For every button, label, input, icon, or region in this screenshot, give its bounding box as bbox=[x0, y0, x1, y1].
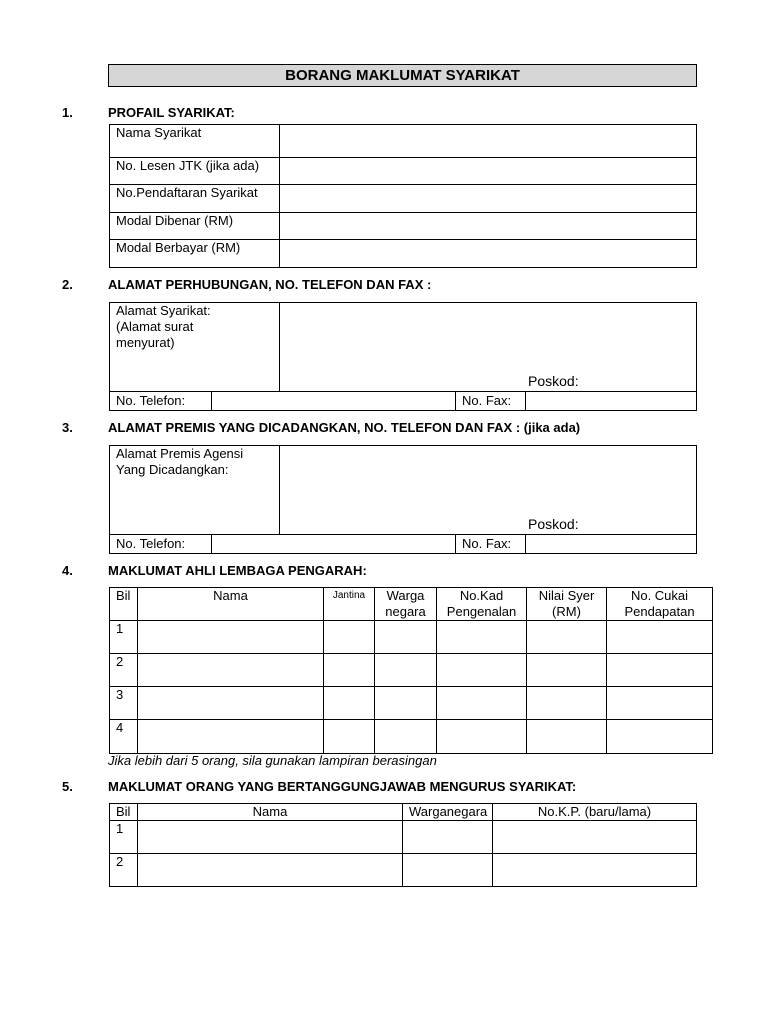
header-no-kp: No.K.P. (baru/lama) bbox=[493, 804, 697, 821]
kad-pengenalan-field[interactable] bbox=[437, 621, 527, 654]
cukai-field[interactable] bbox=[607, 621, 713, 654]
premise-address-field[interactable] bbox=[280, 446, 697, 535]
header-cukai-pendapatan bbox=[607, 588, 713, 621]
header-cukai-line1: No. Cukai bbox=[630, 588, 689, 603]
no-kp-field[interactable] bbox=[493, 821, 697, 854]
table-row bbox=[110, 687, 713, 720]
header-kad-line1: No.Kad bbox=[459, 588, 504, 603]
nilai-syer-field[interactable] bbox=[527, 621, 607, 654]
premise-telefon-label: No. Telefon: bbox=[110, 535, 212, 554]
row-number: 2 bbox=[110, 654, 138, 687]
header-bil: Bil bbox=[110, 588, 138, 621]
section-2-number: 2. bbox=[62, 277, 73, 292]
section-1-number: 1. bbox=[62, 105, 73, 120]
section-1-title: PROFAIL SYARIKAT: bbox=[108, 105, 235, 120]
profile-value-field[interactable] bbox=[280, 158, 697, 185]
directors-note: Jika lebih dari 5 orang, sila gunakan lampiran berasingan bbox=[108, 753, 437, 768]
row-number: 2 bbox=[110, 854, 138, 887]
nama-field[interactable] bbox=[138, 687, 324, 720]
poskod-label: Poskod: bbox=[528, 373, 579, 389]
warganegara-field[interactable] bbox=[375, 654, 437, 687]
profile-label: Modal Berbayar (RM) bbox=[110, 240, 280, 268]
header-warga-line1: Warga bbox=[386, 588, 425, 603]
header-nama: Nama bbox=[138, 804, 403, 821]
profile-label: No. Lesen JTK (jika ada) bbox=[110, 158, 280, 185]
jantina-field[interactable] bbox=[324, 687, 375, 720]
kad-pengenalan-field[interactable] bbox=[437, 720, 527, 754]
warganegara-field[interactable] bbox=[375, 621, 437, 654]
premise-address-table bbox=[109, 445, 697, 554]
nilai-syer-field[interactable] bbox=[527, 687, 607, 720]
premise-label-line1: Alamat Premis Agensi bbox=[116, 446, 244, 461]
telefon-field[interactable] bbox=[212, 392, 456, 411]
managers-table bbox=[109, 803, 697, 887]
cukai-field[interactable] bbox=[607, 687, 713, 720]
kad-pengenalan-field[interactable] bbox=[437, 687, 527, 720]
nilai-syer-field[interactable] bbox=[527, 654, 607, 687]
jantina-field[interactable] bbox=[324, 621, 375, 654]
section-4-number: 4. bbox=[62, 563, 73, 578]
premise-label bbox=[110, 446, 280, 535]
header-nama: Nama bbox=[138, 588, 324, 621]
header-bil: Bil bbox=[110, 804, 138, 821]
profile-label: Nama Syarikat bbox=[110, 125, 280, 158]
premise-telefon-field[interactable] bbox=[212, 535, 456, 554]
profile-value-field[interactable] bbox=[280, 185, 697, 213]
nama-field[interactable] bbox=[138, 821, 403, 854]
address-label-line1: Alamat Syarikat: bbox=[116, 303, 211, 318]
nilai-syer-field[interactable] bbox=[527, 720, 607, 754]
company-profile-table bbox=[109, 124, 697, 268]
table-row bbox=[110, 720, 713, 754]
premise-poskod-label: Poskod: bbox=[528, 516, 579, 532]
section-2-title: ALAMAT PERHUBUNGAN, NO. TELEFON DAN FAX : bbox=[108, 277, 432, 292]
table-row bbox=[110, 821, 697, 854]
profile-label: No.Pendaftaran Syarikat bbox=[110, 185, 280, 213]
address-label bbox=[110, 303, 280, 392]
cukai-field[interactable] bbox=[607, 654, 713, 687]
header-kad-line2: Pengenalan bbox=[446, 604, 517, 619]
premise-fax-label: No. Fax: bbox=[456, 535, 526, 554]
jantina-field[interactable] bbox=[324, 720, 375, 754]
nama-field[interactable] bbox=[138, 720, 324, 754]
warganegara-field[interactable] bbox=[375, 720, 437, 754]
no-kp-field[interactable] bbox=[493, 854, 697, 887]
address-field[interactable] bbox=[280, 303, 697, 392]
profile-value-field[interactable] bbox=[280, 125, 697, 158]
header-warganegara: Warganegara bbox=[403, 804, 493, 821]
row-number: 4 bbox=[110, 720, 138, 754]
header-jantina: Jantina bbox=[324, 588, 375, 621]
form-title: BORANG MAKLUMAT SYARIKAT bbox=[108, 64, 697, 87]
row-number: 1 bbox=[110, 621, 138, 654]
address-label-line3: menyurat) bbox=[116, 335, 175, 350]
profile-value-field[interactable] bbox=[280, 213, 697, 240]
contact-address-table bbox=[109, 302, 697, 411]
fax-label: No. Fax: bbox=[456, 392, 526, 411]
table-row bbox=[110, 654, 713, 687]
section-3-number: 3. bbox=[62, 420, 73, 435]
profile-value-field[interactable] bbox=[280, 240, 697, 268]
section-4-title: MAKLUMAT AHLI LEMBAGA PENGARAH: bbox=[108, 563, 367, 578]
section-5-title: MAKLUMAT ORANG YANG BERTANGGUNGJAWAB MENGURUS SYARIKAT: bbox=[108, 779, 577, 794]
row-number: 1 bbox=[110, 821, 138, 854]
directors-table bbox=[109, 587, 713, 754]
jantina-field[interactable] bbox=[324, 654, 375, 687]
table-row bbox=[110, 854, 697, 887]
header-nilai-syer bbox=[527, 588, 607, 621]
telefon-label: No. Telefon: bbox=[110, 392, 212, 411]
kad-pengenalan-field[interactable] bbox=[437, 654, 527, 687]
warganegara-field[interactable] bbox=[403, 854, 493, 887]
header-kad-pengenalan bbox=[437, 588, 527, 621]
address-label-line2: (Alamat surat bbox=[116, 319, 194, 334]
warganegara-field[interactable] bbox=[375, 687, 437, 720]
row-number: 3 bbox=[110, 687, 138, 720]
header-warga-line2: negara bbox=[385, 604, 426, 619]
warganegara-field[interactable] bbox=[403, 821, 493, 854]
section-5-number: 5. bbox=[62, 779, 73, 794]
section-3-title: ALAMAT PREMIS YANG DICADANGKAN, NO. TELEFON DAN FAX : (jika ada) bbox=[108, 420, 581, 435]
header-cukai-line2: Pendapatan bbox=[624, 604, 695, 619]
nama-field[interactable] bbox=[138, 854, 403, 887]
nama-field[interactable] bbox=[138, 654, 324, 687]
fax-field[interactable] bbox=[526, 392, 697, 411]
header-syer-line2: (RM) bbox=[552, 604, 581, 619]
premise-label-line2: Yang Dicadangkan: bbox=[116, 462, 229, 477]
cukai-field[interactable] bbox=[607, 720, 713, 754]
premise-fax-field[interactable] bbox=[526, 535, 697, 554]
profile-label: Modal Dibenar (RM) bbox=[110, 213, 280, 240]
table-row bbox=[110, 621, 713, 654]
header-syer-line1: Nilai Syer bbox=[538, 588, 595, 603]
nama-field[interactable] bbox=[138, 621, 324, 654]
header-warga-negara bbox=[375, 588, 437, 621]
